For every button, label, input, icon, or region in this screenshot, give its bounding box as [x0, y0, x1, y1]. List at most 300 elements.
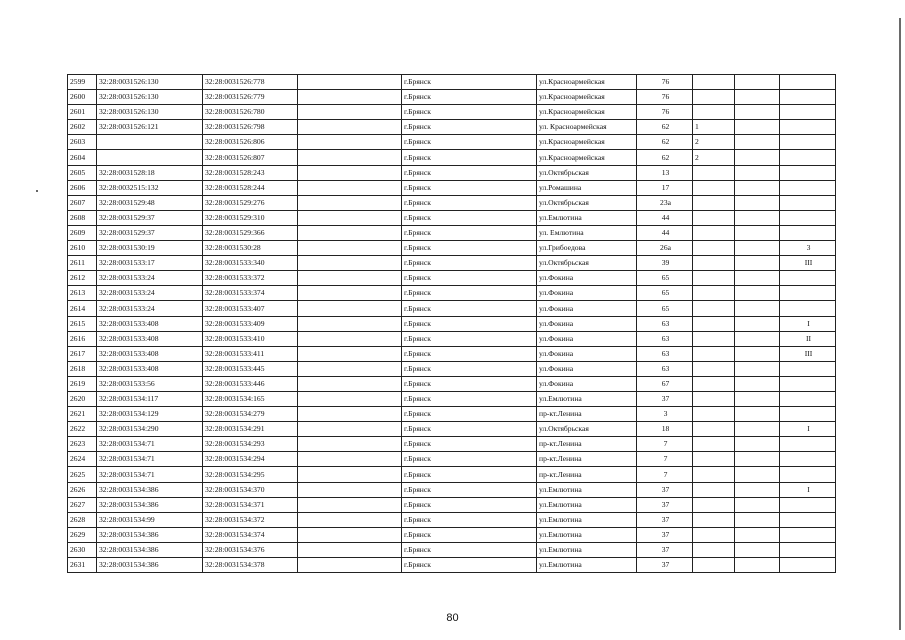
city: г.Брянск	[402, 558, 537, 573]
street: ул.Октябрьская	[537, 195, 637, 210]
city: г.Брянск	[402, 527, 537, 542]
page-number: 80	[446, 612, 459, 624]
empty-cell	[735, 105, 780, 120]
object-cadastral-number: 32:28:0031534:372	[203, 512, 298, 527]
empty-cell	[298, 135, 402, 150]
empty-cell	[298, 437, 402, 452]
parcel-cadastral-number: 32:28:0031534:386	[97, 558, 203, 573]
house-number: 65	[637, 286, 693, 301]
record-number: 2599	[68, 75, 97, 90]
house-number: 65	[637, 271, 693, 286]
empty-cell	[298, 75, 402, 90]
empty-cell	[298, 482, 402, 497]
premises-number	[780, 467, 836, 482]
empty-cell	[298, 105, 402, 120]
premises-number	[780, 150, 836, 165]
table-row	[68, 165, 836, 180]
object-cadastral-number: 32:28:0031533:374	[203, 286, 298, 301]
building-number	[693, 105, 735, 120]
street: ул.Емлютина	[537, 527, 637, 542]
street: ул.Красноармейская	[537, 105, 637, 120]
premises-number: I	[780, 316, 836, 331]
empty-cell	[298, 256, 402, 271]
premises-number	[780, 361, 836, 376]
empty-cell	[735, 120, 780, 135]
street: ул.Емлютина	[537, 497, 637, 512]
city: г.Брянск	[402, 346, 537, 361]
premises-number	[780, 165, 836, 180]
record-number: 2604	[68, 150, 97, 165]
street: ул.Красноармейская	[537, 75, 637, 90]
record-number: 2620	[68, 391, 97, 406]
city: г.Брянск	[402, 437, 537, 452]
empty-cell	[298, 376, 402, 391]
premises-number	[780, 558, 836, 573]
object-cadastral-number: 32:28:0031526:778	[203, 75, 298, 90]
premises-number: II	[780, 331, 836, 346]
table-row	[68, 407, 836, 422]
table-row	[68, 331, 836, 346]
record-number: 2612	[68, 271, 97, 286]
house-number: 37	[637, 542, 693, 557]
city: г.Брянск	[402, 75, 537, 90]
object-cadastral-number: 32:28:0031526:807	[203, 150, 298, 165]
city: г.Брянск	[402, 225, 537, 240]
table-row	[68, 241, 836, 256]
premises-number	[780, 105, 836, 120]
empty-cell	[298, 558, 402, 573]
parcel-cadastral-number: 32:28:0031534:71	[97, 467, 203, 482]
street: ул.Фокина	[537, 361, 637, 376]
house-number: 65	[637, 301, 693, 316]
building-number	[693, 437, 735, 452]
house-number: 63	[637, 331, 693, 346]
record-number: 2625	[68, 467, 97, 482]
building-number	[693, 512, 735, 527]
parcel-cadastral-number: 32:28:0031533:24	[97, 271, 203, 286]
house-number: 37	[637, 558, 693, 573]
record-number: 2629	[68, 527, 97, 542]
city: г.Брянск	[402, 376, 537, 391]
empty-cell	[298, 361, 402, 376]
house-number: 76	[637, 90, 693, 105]
table-row	[68, 210, 836, 225]
object-cadastral-number: 32:28:0031526:780	[203, 105, 298, 120]
empty-cell	[298, 542, 402, 557]
parcel-cadastral-number: 32:28:0031526:130	[97, 75, 203, 90]
street: ул.Фокина	[537, 316, 637, 331]
table-row	[68, 90, 836, 105]
object-cadastral-number: 32:28:0031533:411	[203, 346, 298, 361]
table-row	[68, 135, 836, 150]
record-number: 2603	[68, 135, 97, 150]
street: ул.Фокина	[537, 331, 637, 346]
city: г.Брянск	[402, 150, 537, 165]
city: г.Брянск	[402, 391, 537, 406]
empty-cell	[735, 437, 780, 452]
object-cadastral-number: 32:28:0031528:244	[203, 180, 298, 195]
city: г.Брянск	[402, 482, 537, 497]
record-number: 2611	[68, 256, 97, 271]
parcel-cadastral-number: 32:28:0031534:71	[97, 452, 203, 467]
house-number: 44	[637, 210, 693, 225]
table-row	[68, 527, 836, 542]
table-row	[68, 150, 836, 165]
empty-cell	[735, 241, 780, 256]
building-number	[693, 316, 735, 331]
city: г.Брянск	[402, 195, 537, 210]
parcel-cadastral-number: 32:28:0031529:37	[97, 210, 203, 225]
building-number: 1	[693, 120, 735, 135]
table-row	[68, 301, 836, 316]
empty-cell	[298, 120, 402, 135]
table-row	[68, 558, 836, 573]
premises-number	[780, 210, 836, 225]
table-row	[68, 422, 836, 437]
object-cadastral-number: 32:28:0031533:409	[203, 316, 298, 331]
object-cadastral-number: 32:28:0031534:371	[203, 497, 298, 512]
parcel-cadastral-number: 32:28:0031534:386	[97, 482, 203, 497]
empty-cell	[298, 225, 402, 240]
house-number: 18	[637, 422, 693, 437]
city: г.Брянск	[402, 301, 537, 316]
premises-number	[780, 407, 836, 422]
object-cadastral-number: 32:28:0031534:370	[203, 482, 298, 497]
table-row	[68, 346, 836, 361]
building-number	[693, 256, 735, 271]
table-row	[68, 225, 836, 240]
house-number: 63	[637, 361, 693, 376]
object-cadastral-number: 32:28:0031533:410	[203, 331, 298, 346]
house-number: 7	[637, 437, 693, 452]
empty-cell	[735, 165, 780, 180]
parcel-cadastral-number: 32:28:0031534:71	[97, 437, 203, 452]
empty-cell	[298, 180, 402, 195]
city: г.Брянск	[402, 286, 537, 301]
record-number: 2618	[68, 361, 97, 376]
city: г.Брянск	[402, 90, 537, 105]
table-row	[68, 376, 836, 391]
table-row	[68, 286, 836, 301]
object-cadastral-number: 32:28:0031534:378	[203, 558, 298, 573]
empty-cell	[735, 452, 780, 467]
parcel-cadastral-number: 32:28:0031533:408	[97, 316, 203, 331]
city: г.Брянск	[402, 316, 537, 331]
empty-cell	[298, 331, 402, 346]
parcel-cadastral-number: 32:28:0031533:408	[97, 346, 203, 361]
city: г.Брянск	[402, 361, 537, 376]
empty-cell	[735, 407, 780, 422]
empty-cell	[298, 497, 402, 512]
object-cadastral-number: 32:28:0031529:310	[203, 210, 298, 225]
city: г.Брянск	[402, 241, 537, 256]
parcel-cadastral-number: 32:28:0031533:24	[97, 286, 203, 301]
record-number: 2606	[68, 180, 97, 195]
empty-cell	[735, 286, 780, 301]
house-number: 37	[637, 391, 693, 406]
record-number: 2616	[68, 331, 97, 346]
empty-cell	[735, 210, 780, 225]
street: ул.Емлютина	[537, 512, 637, 527]
empty-cell	[298, 150, 402, 165]
record-number: 2623	[68, 437, 97, 452]
empty-cell	[735, 497, 780, 512]
city: г.Брянск	[402, 105, 537, 120]
premises-number	[780, 90, 836, 105]
building-number	[693, 75, 735, 90]
house-number: 39	[637, 256, 693, 271]
parcel-cadastral-number: 32:28:0032515:132	[97, 180, 203, 195]
building-number	[693, 452, 735, 467]
table-row	[68, 467, 836, 482]
table-row	[68, 180, 836, 195]
premises-number: I	[780, 422, 836, 437]
parcel-cadastral-number: 32:28:0031533:17	[97, 256, 203, 271]
parcel-cadastral-number: 32:28:0031534:129	[97, 407, 203, 422]
premises-number	[780, 75, 836, 90]
city: г.Брянск	[402, 452, 537, 467]
building-number	[693, 225, 735, 240]
street: ул.Емлютина	[537, 391, 637, 406]
empty-cell	[735, 150, 780, 165]
building-number	[693, 331, 735, 346]
house-number: 76	[637, 105, 693, 120]
object-cadastral-number: 32:28:0031529:366	[203, 225, 298, 240]
house-number: 76	[637, 75, 693, 90]
empty-cell	[735, 391, 780, 406]
empty-cell	[735, 482, 780, 497]
object-cadastral-number: 32:28:0031534:376	[203, 542, 298, 557]
empty-cell	[298, 391, 402, 406]
empty-cell	[735, 527, 780, 542]
building-number	[693, 241, 735, 256]
premises-number	[780, 497, 836, 512]
premises-number	[780, 120, 836, 135]
building-number	[693, 286, 735, 301]
street: ул.Октябрьская	[537, 256, 637, 271]
city: г.Брянск	[402, 120, 537, 135]
building-number	[693, 558, 735, 573]
city: г.Брянск	[402, 256, 537, 271]
street: пр-кт.Ленина	[537, 452, 637, 467]
record-number: 2617	[68, 346, 97, 361]
parcel-cadastral-number: 32:28:0031534:386	[97, 527, 203, 542]
building-number: 2	[693, 135, 735, 150]
premises-number	[780, 542, 836, 557]
premises-number	[780, 135, 836, 150]
building-number	[693, 165, 735, 180]
table-row	[68, 482, 836, 497]
record-number: 2621	[68, 407, 97, 422]
scan-edge-line	[899, 18, 901, 630]
record-number: 2608	[68, 210, 97, 225]
house-number: 63	[637, 346, 693, 361]
building-number	[693, 542, 735, 557]
empty-cell	[298, 422, 402, 437]
premises-number	[780, 437, 836, 452]
street: ул.Красноармейская	[537, 135, 637, 150]
premises-number	[780, 391, 836, 406]
table-row	[68, 120, 836, 135]
object-cadastral-number: 32:28:0031534:293	[203, 437, 298, 452]
empty-cell	[735, 376, 780, 391]
parcel-cadastral-number: 32:28:0031534:99	[97, 512, 203, 527]
building-number	[693, 497, 735, 512]
street: ул.Емлютина	[537, 482, 637, 497]
building-number: 2	[693, 150, 735, 165]
record-number: 2605	[68, 165, 97, 180]
street: ул.Октябрьская	[537, 165, 637, 180]
empty-cell	[298, 210, 402, 225]
city: г.Брянск	[402, 497, 537, 512]
house-number: 17	[637, 180, 693, 195]
record-number: 2622	[68, 422, 97, 437]
empty-cell	[735, 195, 780, 210]
object-cadastral-number: 32:28:0031533:446	[203, 376, 298, 391]
table-row	[68, 391, 836, 406]
parcel-cadastral-number: 32:28:0031528:18	[97, 165, 203, 180]
premises-number	[780, 286, 836, 301]
premises-number: I	[780, 482, 836, 497]
register-table	[67, 74, 836, 573]
empty-cell	[298, 512, 402, 527]
empty-cell	[298, 452, 402, 467]
city: г.Брянск	[402, 271, 537, 286]
house-number: 26а	[637, 241, 693, 256]
city: г.Брянск	[402, 542, 537, 557]
object-cadastral-number: 32:28:0031534:374	[203, 527, 298, 542]
object-cadastral-number: 32:28:0031533:372	[203, 271, 298, 286]
parcel-cadastral-number: 32:28:0031534:386	[97, 497, 203, 512]
record-number: 2628	[68, 512, 97, 527]
empty-cell	[298, 316, 402, 331]
house-number: 44	[637, 225, 693, 240]
premises-number	[780, 527, 836, 542]
premises-number: III	[780, 256, 836, 271]
record-number: 2609	[68, 225, 97, 240]
empty-cell	[298, 527, 402, 542]
empty-cell	[735, 256, 780, 271]
table-row	[68, 105, 836, 120]
premises-number	[780, 376, 836, 391]
city: г.Брянск	[402, 210, 537, 225]
building-number	[693, 90, 735, 105]
parcel-cadastral-number: 32:28:0031529:48	[97, 195, 203, 210]
object-cadastral-number: 32:28:0031533:340	[203, 256, 298, 271]
city: г.Брянск	[402, 180, 537, 195]
record-number: 2615	[68, 316, 97, 331]
premises-number	[780, 271, 836, 286]
building-number	[693, 391, 735, 406]
parcel-cadastral-number: 32:28:0031526:121	[97, 120, 203, 135]
street: пр-кт.Ленина	[537, 407, 637, 422]
city: г.Брянск	[402, 422, 537, 437]
house-number: 23а	[637, 195, 693, 210]
building-number	[693, 527, 735, 542]
table-row	[68, 437, 836, 452]
building-number	[693, 361, 735, 376]
city: г.Брянск	[402, 135, 537, 150]
premises-number: 3	[780, 241, 836, 256]
parcel-cadastral-number: 32:28:0031526:130	[97, 90, 203, 105]
street: ул.Фокина	[537, 376, 637, 391]
premises-number	[780, 452, 836, 467]
empty-cell	[735, 180, 780, 195]
object-cadastral-number: 32:28:0031534:291	[203, 422, 298, 437]
street: ул.Емлютина	[537, 558, 637, 573]
parcel-cadastral-number: 32:28:0031533:408	[97, 361, 203, 376]
street: ул.Фокина	[537, 286, 637, 301]
register-table-body	[68, 75, 836, 573]
empty-cell	[735, 542, 780, 557]
street: ул.Октябрьская	[537, 422, 637, 437]
empty-cell	[298, 165, 402, 180]
empty-cell	[735, 346, 780, 361]
parcel-cadastral-number	[97, 150, 203, 165]
empty-cell	[735, 558, 780, 573]
city: г.Брянск	[402, 407, 537, 422]
empty-cell	[735, 512, 780, 527]
parcel-cadastral-number: 32:28:0031533:408	[97, 331, 203, 346]
house-number: 3	[637, 407, 693, 422]
empty-cell	[735, 467, 780, 482]
empty-cell	[735, 225, 780, 240]
parcel-cadastral-number: 32:28:0031526:130	[97, 105, 203, 120]
building-number	[693, 271, 735, 286]
building-number	[693, 422, 735, 437]
building-number	[693, 301, 735, 316]
empty-cell	[298, 467, 402, 482]
house-number: 37	[637, 512, 693, 527]
record-number: 2613	[68, 286, 97, 301]
building-number	[693, 482, 735, 497]
record-number: 2627	[68, 497, 97, 512]
building-number	[693, 195, 735, 210]
building-number	[693, 210, 735, 225]
empty-cell	[735, 90, 780, 105]
table-row	[68, 361, 836, 376]
premises-number	[780, 301, 836, 316]
house-number: 37	[637, 497, 693, 512]
table-row	[68, 271, 836, 286]
record-number: 2631	[68, 558, 97, 573]
street: пр-кт.Ленина	[537, 467, 637, 482]
record-number: 2626	[68, 482, 97, 497]
table-row	[68, 512, 836, 527]
parcel-cadastral-number: 32:28:0031534:117	[97, 391, 203, 406]
empty-cell	[298, 346, 402, 361]
house-number: 7	[637, 467, 693, 482]
house-number: 13	[637, 165, 693, 180]
premises-number	[780, 195, 836, 210]
object-cadastral-number: 32:28:0031526:806	[203, 135, 298, 150]
street: ул.Фокина	[537, 301, 637, 316]
street: ул.Красноармейская	[537, 90, 637, 105]
house-number: 67	[637, 376, 693, 391]
empty-cell	[298, 407, 402, 422]
empty-cell	[735, 135, 780, 150]
scan-speck	[36, 190, 38, 192]
premises-number: III	[780, 346, 836, 361]
empty-cell	[735, 75, 780, 90]
house-number: 62	[637, 120, 693, 135]
empty-cell	[298, 241, 402, 256]
building-number	[693, 180, 735, 195]
object-cadastral-number: 32:28:0031530:28	[203, 241, 298, 256]
empty-cell	[735, 361, 780, 376]
object-cadastral-number: 32:28:0031534:294	[203, 452, 298, 467]
object-cadastral-number: 32:28:0031534:279	[203, 407, 298, 422]
